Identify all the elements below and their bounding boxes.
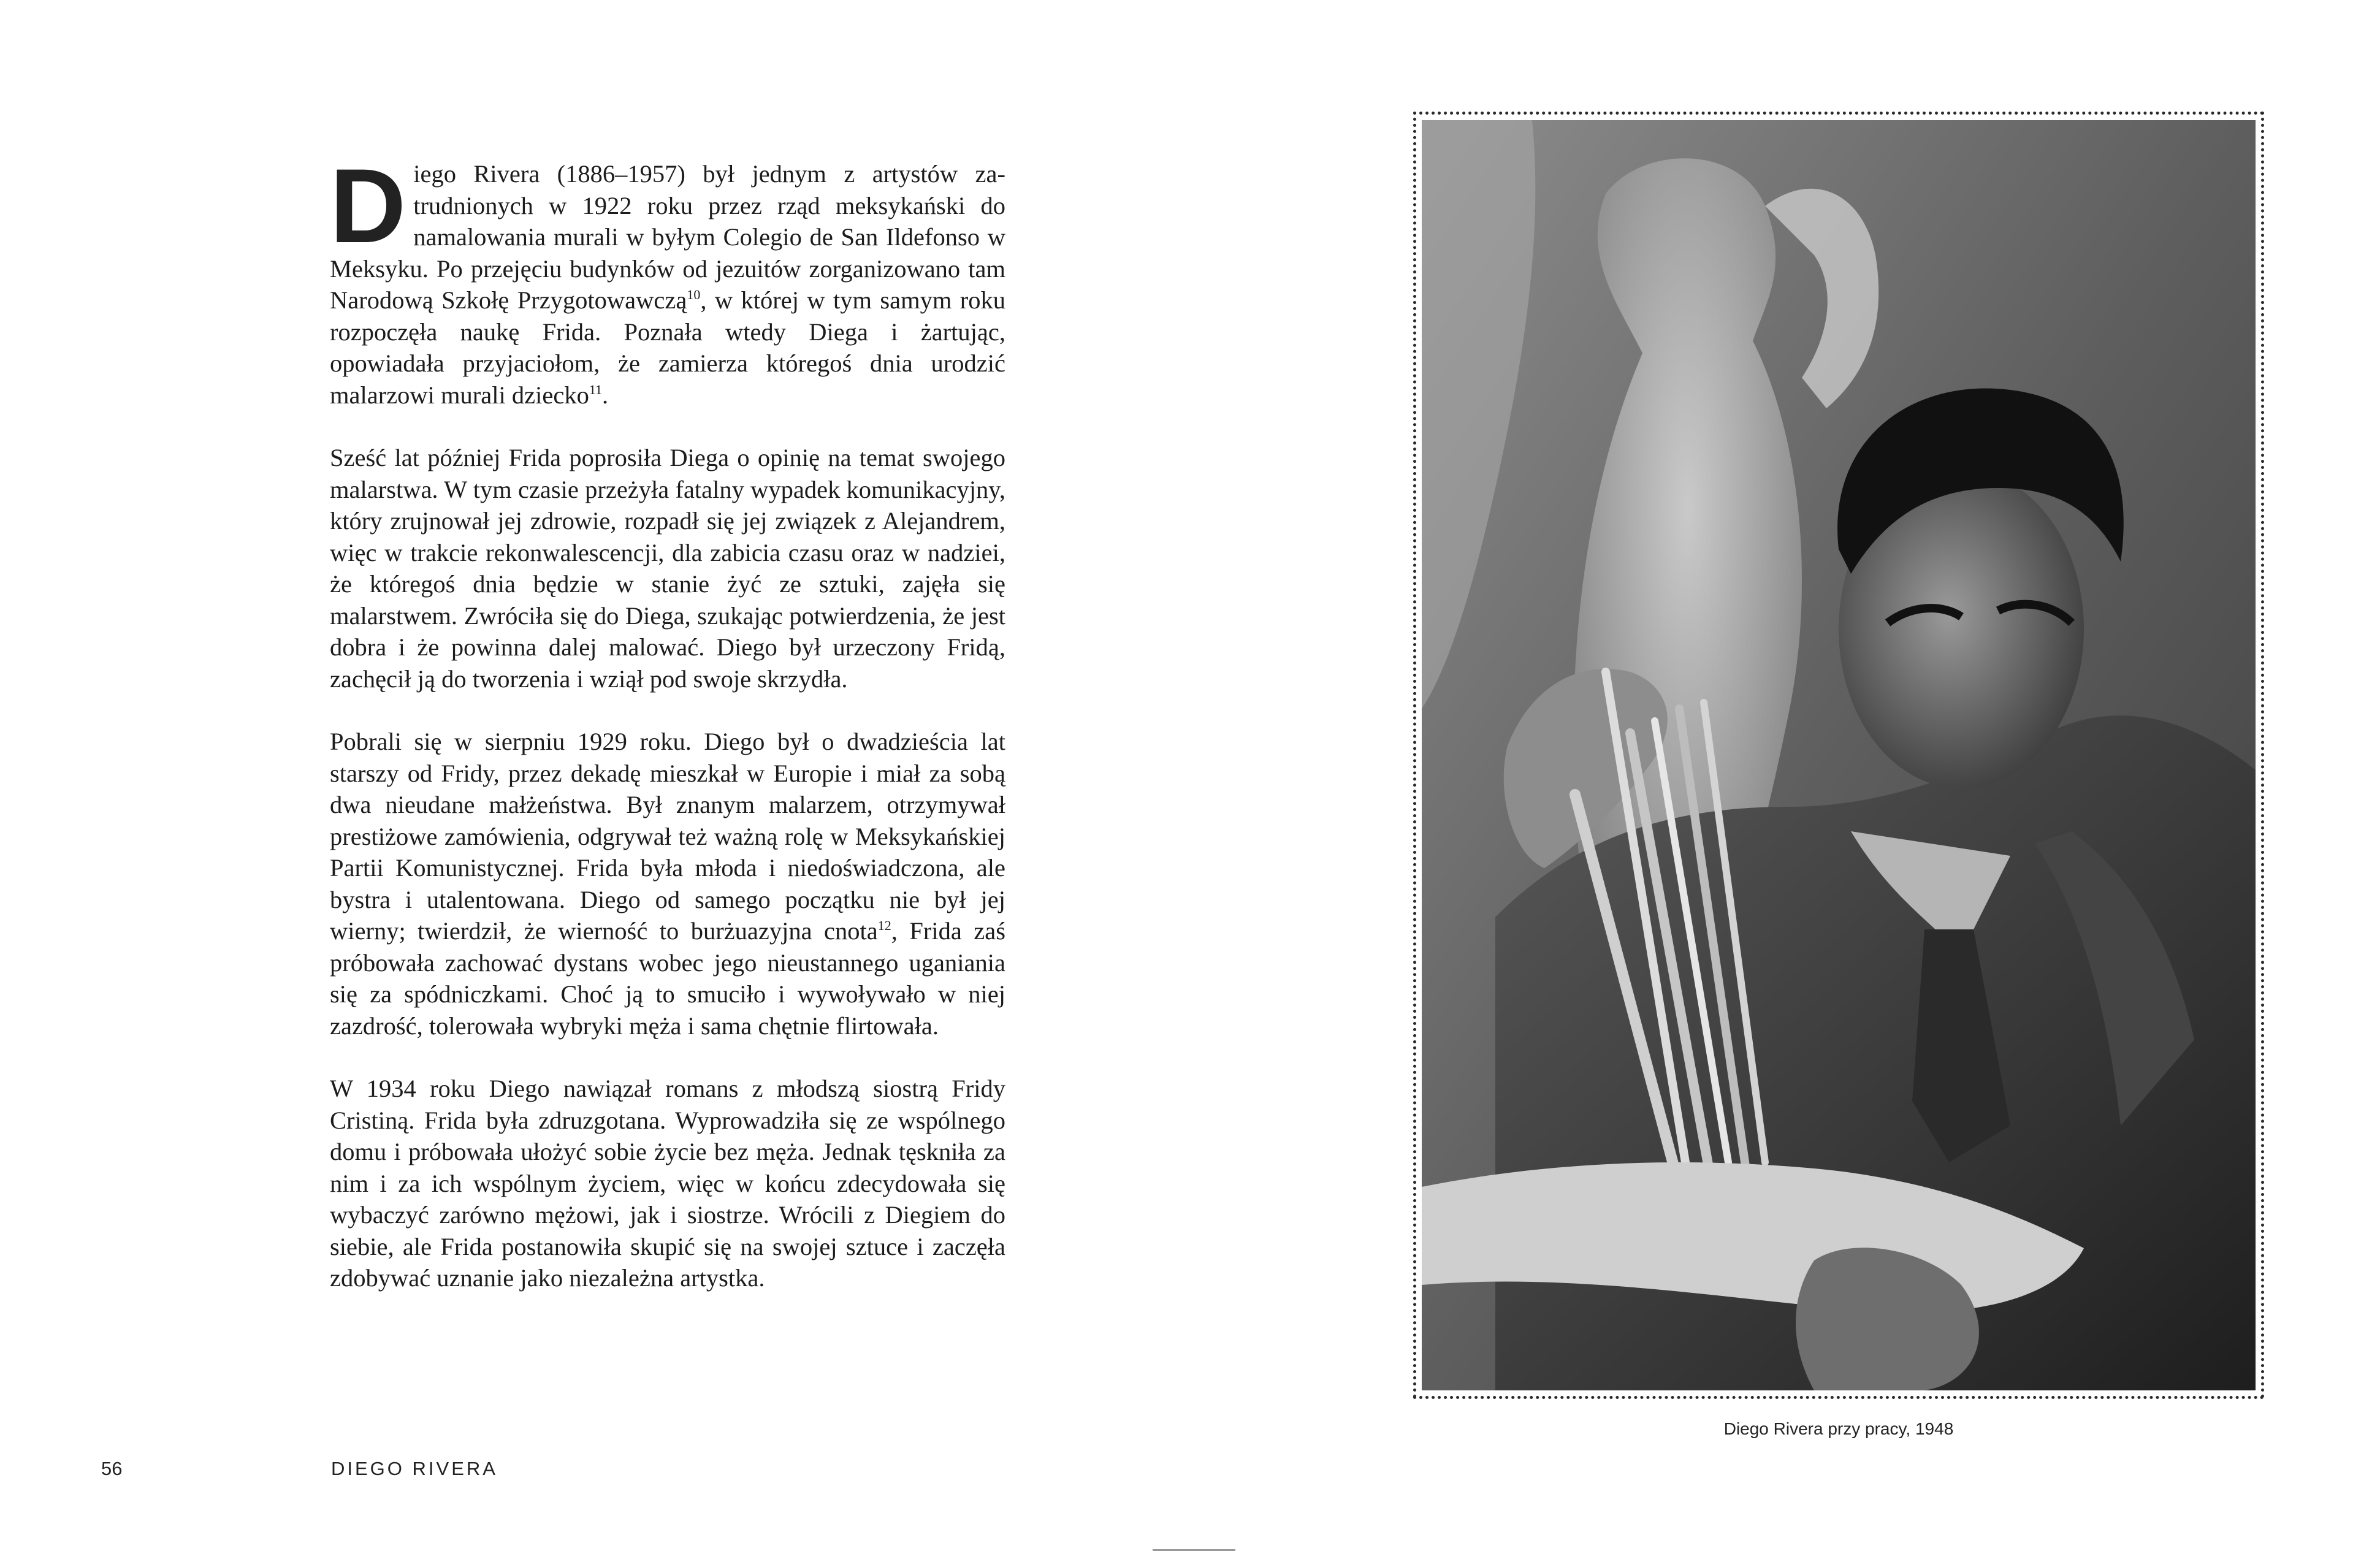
footnote-ref-10[interactable]: 10 bbox=[687, 287, 701, 302]
paragraph-1-part-b: , w której w tym samym roku rozpoczęła naukę Frida. Poznała wtedy Diega i żartując, opowiadała przyjaciołom, że zamierza któregoś dnia urodzić malarzowi murali dziecko bbox=[330, 286, 1005, 409]
paragraph-4: W 1934 roku Diego nawiązał romans z młodszą siostrą Fridy Cristiną. Frida była zdruzgotana. Wyprowadziła się ze wspólnego domu i próbowała ułożyć sobie życie bez męża. Jednak tęskniła za nim i za ich wspólnym życiem, więc w końcu zdecydowała się wybaczyć zarówno mężowi, jak i siostrze. Wrócili z Diegiem do siebie, ale Frida postanowiła skupić się na swojej sztuce i zaczęła zdobywać uznanie jako niezależna artystka. bbox=[330, 1075, 1005, 1292]
paragraph-1-part-c: . bbox=[602, 381, 609, 409]
paragraph-1-part-a: iego Rivera (1886–1957) był jednym z artystów za-trudnionych w 1922 roku przez rząd meksykański do namalowania murali w byłym Colegio de San Ildefonso w Meksyku. Po przejęciu budynków od jezuitów zorganizowano tam Narodową Szkołę Przygotowawczą bbox=[330, 160, 1005, 314]
paragraph-3-part-b: , Frida zaś próbowała zachować dystans wobec jego nieustannego uganiania się za spódniczkami. Choć ją to smuciło i wywoływało w niej zazdrość, tolerowała wybryki męża i sama chętnie flirtowała. bbox=[330, 917, 1005, 1040]
running-head: DIEGO RIVERA bbox=[331, 1458, 498, 1479]
drop-cap: D bbox=[330, 147, 406, 265]
paragraph-3-part-a: Pobrali się w sierpniu 1929 roku. Diego był o dwadzieścia lat starszy od Fridy, przez dekadę mieszkał w Europie i miał za sobą dwa nieudane małżeństwa. Był znanym malarzem, otrzymywał prestiżowe zamówienia, odgrywał też ważną rolę w Meksykańskiej Partii Komunistycznej. Frida była młoda i niedoświadczona, ale bystra i utalentowana. Diego od samego początku nie był jej wierny; twierdził, że wierność to burżuazyjna cnota bbox=[330, 728, 1005, 945]
photo-caption: Diego Rivera przy pracy, 1948 bbox=[1723, 1419, 1954, 1438]
footnote-ref-12[interactable]: 12 bbox=[877, 918, 891, 933]
paragraph-3 bbox=[330, 726, 1005, 1042]
footnote-ref-11[interactable]: 11 bbox=[589, 381, 603, 397]
photo-frame bbox=[1413, 112, 2264, 1399]
diego-rivera-photo bbox=[1422, 120, 2256, 1390]
page-number: 56 bbox=[101, 1458, 123, 1479]
paragraph-1 bbox=[330, 147, 1005, 411]
paragraph-2: Sześć lat później Frida poprosiła Diega o opinię na temat swojego malarstwa. W tym czasie przeżyła fatalny wypadek komunikacyjny, który zrujnował jej zdrowie, rozpadł się jej związek z Alejandrem, więc w trakcie rekonwalescencji, dla zabicia czasu oraz w nadziei, że któregoś dnia będzie w stanie żyć ze sztuki, zajęła się malarstwem. Zwróciła się do Diega, szukając potwierdzenia, że jest dobra i że powinna dalej malować. Diego był urzeczony Fridą, zachęcił ją do tworzenia i wziął pod swoje skrzydła. bbox=[330, 444, 1005, 693]
article-body bbox=[330, 147, 1005, 1325]
